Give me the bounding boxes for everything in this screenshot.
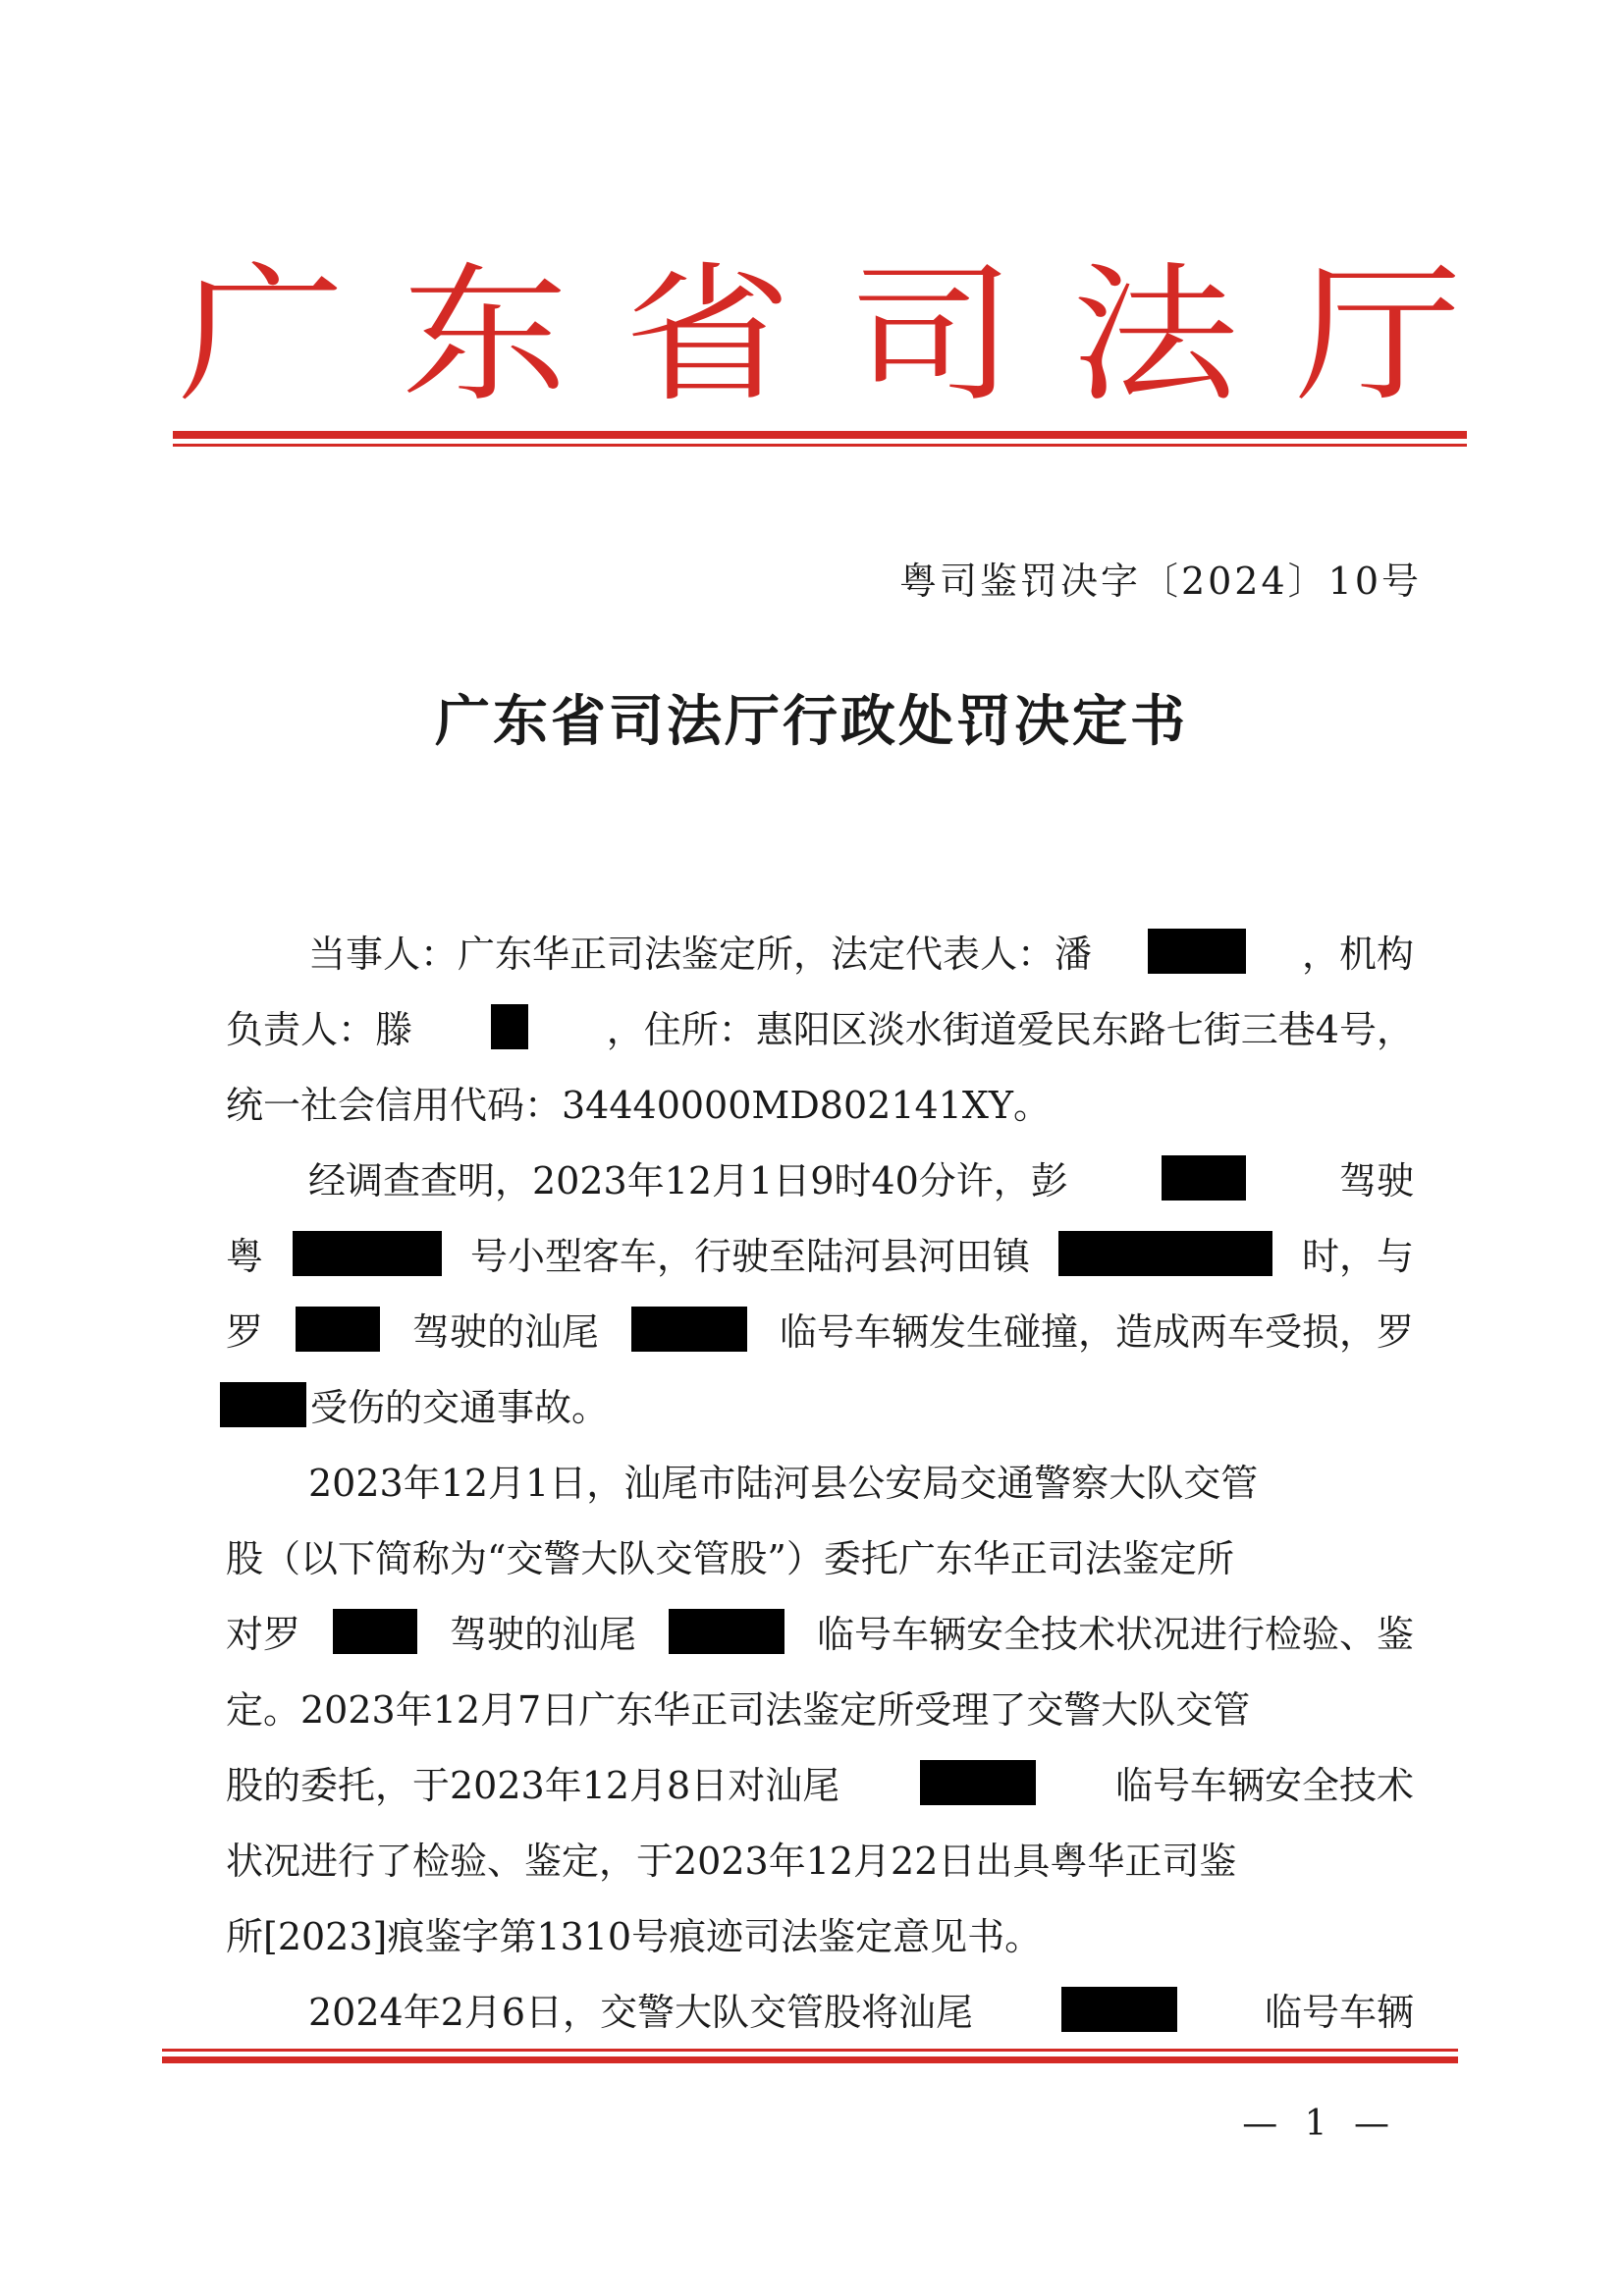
text-segment: 所[2023]痕鉴字第1310号痕迹司法鉴定意见书。	[226, 1915, 1043, 1958]
text-line	[226, 1744, 1414, 1820]
text-segment: 驾驶的汕尾	[411, 1310, 599, 1354]
text-line	[226, 1140, 1414, 1215]
text-line	[226, 1971, 1414, 2047]
redaction-block	[1058, 1231, 1272, 1276]
redaction-block	[1148, 929, 1246, 974]
text-line	[226, 988, 1414, 1064]
text-segment: 对罗	[226, 1613, 301, 1656]
text-segment: 临号车辆安全技术	[1114, 1764, 1414, 1807]
text-line	[226, 1820, 1414, 1896]
text-segment: 罗	[226, 1310, 264, 1354]
text-segment: ，机构	[1301, 933, 1414, 976]
agency-char: 东	[401, 248, 568, 422]
redaction-block	[669, 1609, 784, 1654]
text-segment: 粤	[226, 1235, 264, 1278]
agency-char: 广	[177, 248, 346, 422]
text-segment: 定。2023年12月7日广东华正司法鉴定所受理了交警大队交管	[226, 1688, 1251, 1732]
redaction-block	[296, 1307, 380, 1352]
text-segment: 当事人：广东华正司法鉴定所，法定代表人：潘	[308, 933, 1093, 976]
page-number: — 1 —	[1242, 2104, 1397, 2144]
document-title: 广东省司法厅行政处罚决定书	[435, 689, 1188, 754]
text-line	[226, 1669, 1414, 1744]
text-segment: 时，与	[1301, 1235, 1414, 1278]
text-line	[226, 1518, 1414, 1593]
redaction-block	[1061, 1987, 1177, 2032]
redaction-block	[920, 1760, 1036, 1805]
text-line	[226, 1291, 1414, 1366]
text-segment: 号小型客车，行驶至陆河县河田镇	[469, 1235, 1030, 1278]
footer-divider-thick	[162, 2056, 1458, 2063]
text-segment: 状况进行了检验、鉴定，于2023年12月22日出具粤华正司鉴	[226, 1840, 1237, 1883]
document-number: 粤司鉴罚决字〔2024〕10号	[898, 560, 1422, 603]
text-line	[226, 1896, 1414, 1971]
text-line	[226, 1442, 1414, 1518]
text-segment: 负责人：滕	[226, 1008, 413, 1051]
footer-divider-thin	[162, 2049, 1458, 2052]
text-line	[226, 913, 1414, 988]
text-segment: 驾驶	[1338, 1159, 1414, 1202]
redaction-block	[293, 1231, 442, 1276]
redaction-block	[220, 1382, 306, 1427]
agency-char: 厅	[1294, 248, 1463, 422]
agency-char: 法	[1071, 248, 1239, 422]
header-divider-thin	[173, 444, 1467, 447]
text-segment: 统一社会信用代码：34440000MD802141XY。	[226, 1084, 1051, 1127]
agency-header	[177, 248, 1463, 422]
text-segment: 临号车辆安全技术状况进行检验、鉴	[816, 1613, 1414, 1656]
text-segment: 股（以下简称为“交警大队交管股”）委托广东华正司法鉴定所	[226, 1537, 1234, 1580]
text-segment: 股的委托，于2023年12月8日对汕尾	[226, 1764, 840, 1807]
text-segment: 临号车辆	[1264, 1991, 1414, 2034]
text-segment: ，住所：惠阳区淡水街道爱民东路七街三巷4号，	[606, 1008, 1414, 1051]
text-line	[226, 1064, 1414, 1140]
text-line	[226, 1366, 1414, 1442]
header-divider-thick	[173, 431, 1467, 439]
text-segment: 临号车辆发生碰撞，造成两车受损，罗	[779, 1310, 1414, 1354]
text-segment: 驾驶的汕尾	[449, 1613, 636, 1656]
redaction-block	[631, 1307, 747, 1352]
text-segment: 经调查查明，2023年12月1日9时40分许，彭	[308, 1159, 1068, 1202]
agency-char: 司	[847, 248, 1015, 422]
redaction-block	[1162, 1155, 1246, 1201]
text-segment: 2024年2月6日，交警大队交管股将汕尾	[308, 1991, 974, 2034]
redaction-block	[333, 1609, 417, 1654]
agency-char: 省	[624, 248, 792, 422]
redaction-block	[491, 1004, 528, 1049]
text-line	[226, 1215, 1414, 1291]
text-segment: 2023年12月1日，汕尾市陆河县公安局交通警察大队交管	[308, 1462, 1259, 1505]
text-line	[226, 1593, 1414, 1669]
text-segment: 受伤的交通事故。	[310, 1386, 610, 1429]
document-body	[226, 913, 1414, 2047]
